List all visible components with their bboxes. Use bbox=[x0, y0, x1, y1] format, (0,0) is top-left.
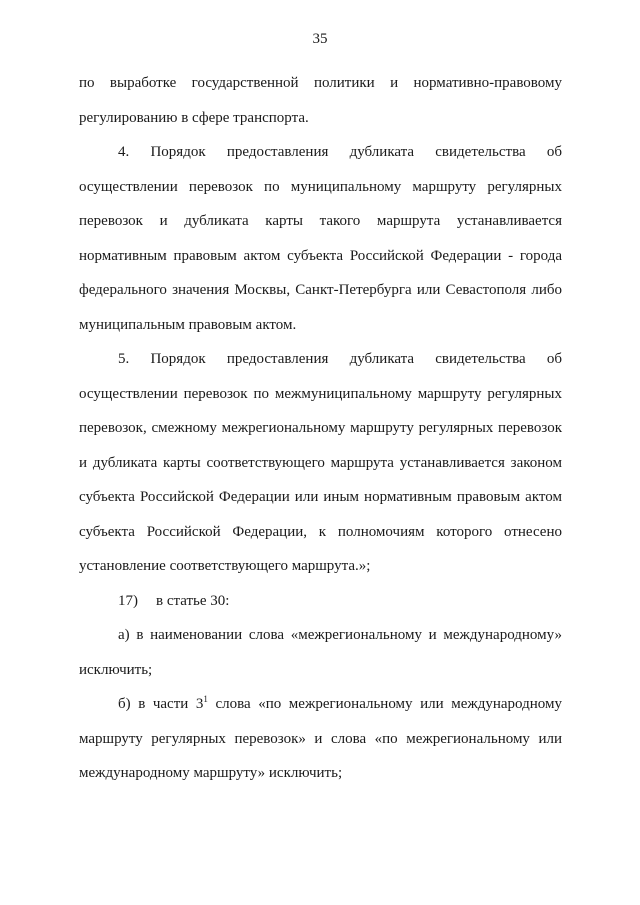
page-number: 35 bbox=[312, 31, 328, 47]
subitem-b bbox=[79, 687, 562, 791]
list-item-17-number: 17) bbox=[118, 592, 138, 609]
subitem-a: а) в наименовании слова «межрегиональному и международному» исключить; bbox=[79, 627, 562, 678]
list-item-17 bbox=[79, 584, 562, 619]
document-body bbox=[79, 66, 562, 791]
paragraph-continuation: по выработке государственной политики и нормативно-правовому регулированию в сфере транспорта. bbox=[79, 75, 562, 126]
paragraph-item-5: 5. Порядок предоставления дубликата свидетельства об осуществлении перевозок по межмуниципальному маршруту регулярных перевозок, смежному межрегиональному маршруту регулярных перевозок и дубликата карты соответствующего маршрута устанавливается законом субъекта Российской Федерации или иным нормативным правовым актом субъекта Российской Федерации, к полномочиям которого отнесено установление соответствующего маршрута.»; bbox=[79, 351, 562, 574]
list-item-17-text: в статье 30: bbox=[156, 592, 230, 609]
paragraph-item-4: 4. Порядок предоставления дубликата свидетельства об осуществлении перевозок по муниципальному маршруту регулярных перевозок и дубликата карты такого маршрута устанавливается нормативным правовым актом субъекта Российской Федерации - города федерального значения Москвы, Санкт-Петербурга или Севастополя либо муниципальным правовым актом. bbox=[79, 144, 562, 333]
subitem-b-start: б) в части 3 bbox=[118, 696, 204, 712]
subitem-b-superscript: 1 bbox=[203, 694, 208, 704]
subitem-b-rest: слова «по межрегиональному или международному маршруту регулярных перевозок» и слова «по межрегиональному или международному маршруту» исключить; bbox=[79, 696, 562, 781]
